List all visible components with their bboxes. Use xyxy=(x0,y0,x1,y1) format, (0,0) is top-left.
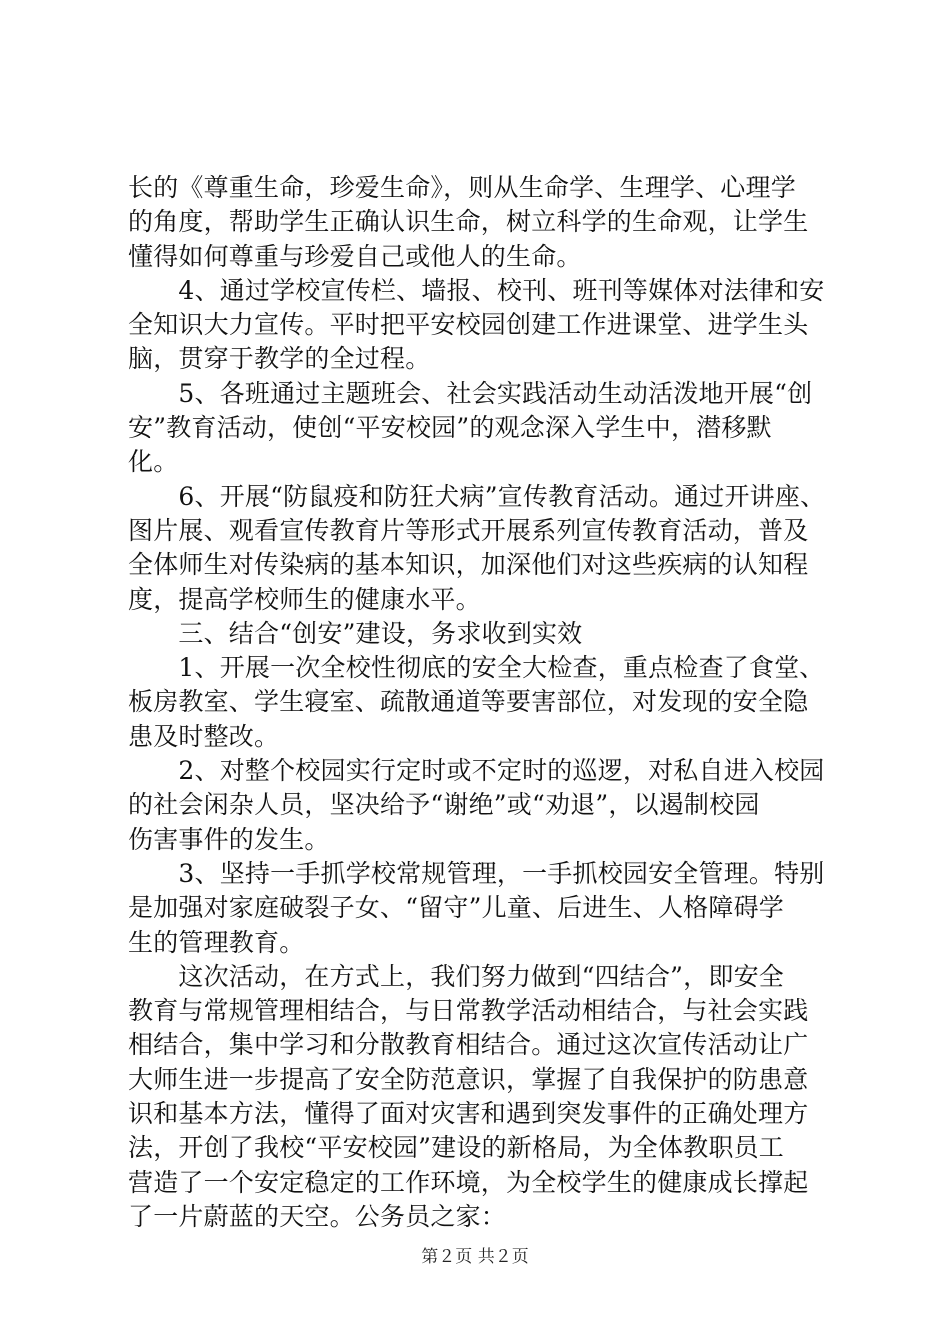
text-line: 营造了一个安定稳定的工作环境，为全校学生的健康成长撑起 xyxy=(128,1167,809,1197)
text-line: 度，提高学校师生的健康水平。 xyxy=(128,584,481,614)
page-footer: 第２页 共２页 xyxy=(421,1247,529,1267)
text-line: 伤害事件的发生。 xyxy=(128,824,330,854)
text-line: 生的管理教育。 xyxy=(128,927,305,957)
text-line: 3、坚持一手抓学校常规管理，一手抓校园安全管理。特别 xyxy=(128,858,825,888)
text-line: 长的《尊重生命，珍爱生命》，则从生命学、生理学、心理学 xyxy=(128,173,796,202)
text-line: 板房教室、学生寝室、疏散通道等要害部位，对发现的安全隐 xyxy=(128,687,809,717)
text-line: 是加强对家庭破裂子女、“留守”儿童、后进生、人格障碍学 xyxy=(128,893,784,923)
text-line: 相结合，集中学习和分散教育相结合。通过这次宣传活动让广 xyxy=(128,1030,809,1060)
text-line: 脑，贯穿于教学的全过程。 xyxy=(128,344,431,374)
text-line: 2、对整个校园实行定时或不定时的巡逻，对私自进入校园 xyxy=(128,756,825,786)
text-line: 安”教育活动，使创“平安校园”的观念深入学生中，潜移默 xyxy=(128,413,772,443)
text-line: 大师生进一步提高了安全防范意识，掌握了自我保护的防患意 xyxy=(128,1064,809,1094)
text-line: 1、开展一次全校性彻底的安全大检查，重点检查了食堂、 xyxy=(128,653,825,683)
text-line: 患及时整改。 xyxy=(128,721,280,751)
text-line: 6、开展“防鼠疫和防狂犬病”宣传教育活动。通过开讲座、 xyxy=(128,481,826,511)
text-line: 识和基本方法，懂得了面对灾害和遇到突发事件的正确处理方 xyxy=(128,1099,809,1129)
text-line: 的社会闲杂人员，坚决给予“谢绝”或“劝退”，以遏制校园 xyxy=(128,790,760,820)
text-line: 这次活动，在方式上，我们努力做到“四结合”，即安全 xyxy=(128,961,784,991)
text-line: 教育与常规管理相结合，与日常教学活动相结合，与社会实践 xyxy=(128,996,809,1026)
text-line: 的角度，帮助学生正确认识生命，树立科学的生命观，让学生 xyxy=(128,207,809,237)
text-line: 了一片蔚蓝的天空。公务员之家： xyxy=(128,1201,507,1231)
text-line: 懂得如何尊重与珍爱自己或他人的生命。 xyxy=(128,241,582,271)
text-line: 4、通过学校宣传栏、墙报、校刊、班刊等媒体对法律和安 xyxy=(128,275,825,305)
text-line: 化。 xyxy=(128,447,179,477)
document-body xyxy=(128,171,840,1234)
text-line: 全体师生对传染病的基本知识，加深他们对这些疾病的认知程 xyxy=(128,550,809,580)
text-line: 图片展、观看宣传教育片等形式开展系列宣传教育活动，普及 xyxy=(128,515,809,545)
text-line: 全知识大力宣传。平时把平安校园创建工作进课堂、进学生头 xyxy=(128,310,809,340)
text-line: 法，开创了我校“平安校园”建设的新格局，为全体教职员工 xyxy=(128,1133,784,1163)
text-line: 5、各班通过主题班会、社会实践活动生动活泼地开展“创 xyxy=(128,378,813,408)
text-line: 三、结合“创安”建设，务求收到实效 xyxy=(128,618,583,648)
